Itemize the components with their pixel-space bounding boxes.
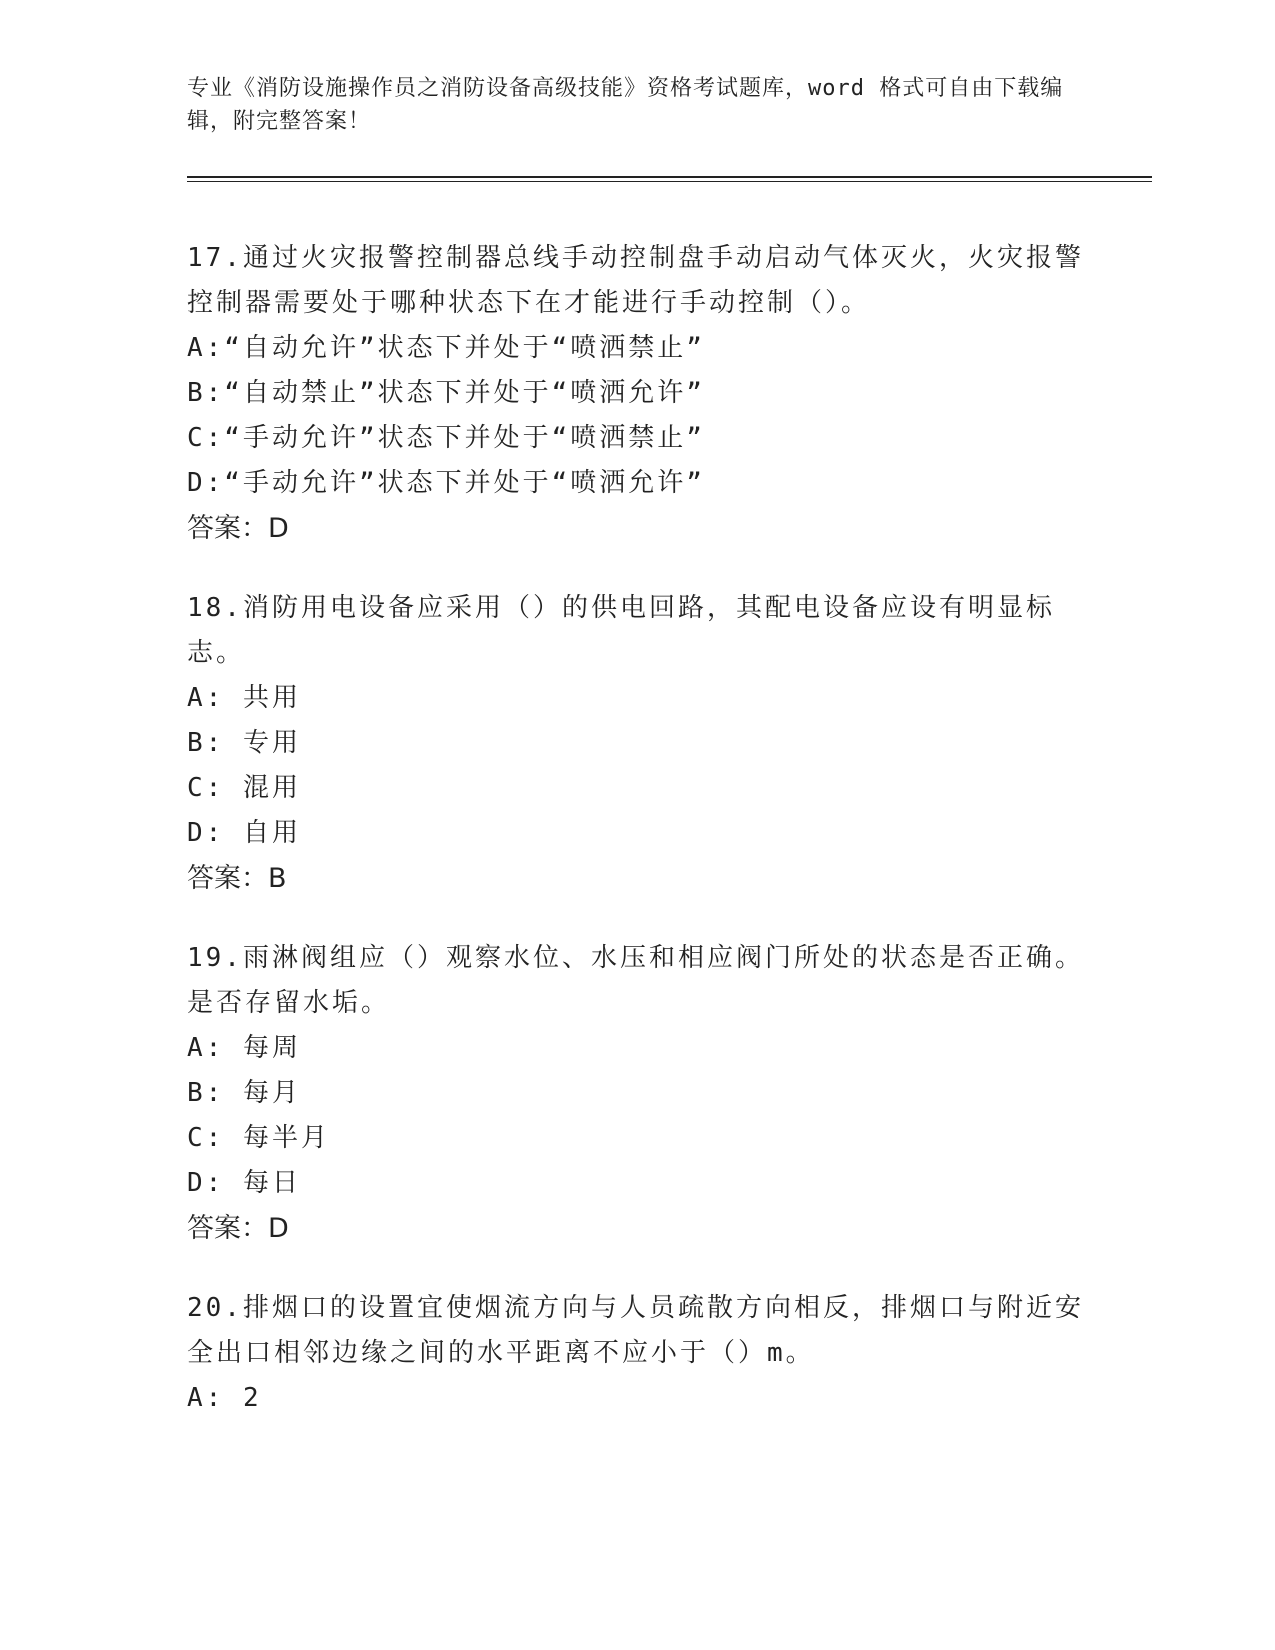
header-divider xyxy=(187,176,1152,178)
option-b: B: 每月 xyxy=(187,1078,301,1108)
option-c: C: 每半月 xyxy=(187,1123,330,1153)
option-a: A: 2 xyxy=(187,1383,262,1413)
answer: 答案：D xyxy=(187,1213,289,1244)
question-19 xyxy=(187,936,1087,1252)
option-c: C: 混用 xyxy=(187,773,301,803)
question-stem: 19.雨淋阀组应（）观察水位、水压和相应阀门所处的状态是否正确。是否存留水垢。 xyxy=(187,943,1084,1018)
document-header: 专业《消防设施操作员之消防设备高级技能》资格考试题库，word 格式可自由下载编辑，附完整答案！ xyxy=(187,76,1064,134)
option-b: B:“自动禁止”状态下并处于“喷洒允许” xyxy=(187,378,705,408)
option-b: B: 专用 xyxy=(187,728,301,758)
question-list xyxy=(187,236,1087,1455)
question-17 xyxy=(187,236,1087,552)
answer: 答案：B xyxy=(187,863,287,894)
question-stem: 18.消防用电设备应采用（）的供电回路，其配电设备应设有明显标志。 xyxy=(187,593,1055,668)
option-d: D:“手动允许”状态下并处于“喷洒允许” xyxy=(187,468,705,498)
option-c: C:“手动允许”状态下并处于“喷洒禁止” xyxy=(187,423,705,453)
question-stem: 20.排烟口的设置宜使烟流方向与人员疏散方向相反，排烟口与附近安全出口相邻边缘之间的水平距离不应小于（）m。 xyxy=(187,1293,1084,1368)
question-stem: 17.通过火灾报警控制器总线手动控制盘手动启动气体灭火，火灾报警控制器需要处于哪种状态下在才能进行手动控制（）。 xyxy=(187,243,1084,318)
option-a: A: 共用 xyxy=(187,683,301,713)
option-a: A:“自动允许”状态下并处于“喷洒禁止” xyxy=(187,333,705,363)
header-divider-thin xyxy=(187,181,1152,182)
question-20 xyxy=(187,1286,1087,1421)
option-d: D: 自用 xyxy=(187,818,301,848)
option-d: D: 每日 xyxy=(187,1168,301,1198)
option-a: A: 每周 xyxy=(187,1033,301,1063)
answer: 答案：D xyxy=(187,513,289,544)
question-18 xyxy=(187,586,1087,902)
